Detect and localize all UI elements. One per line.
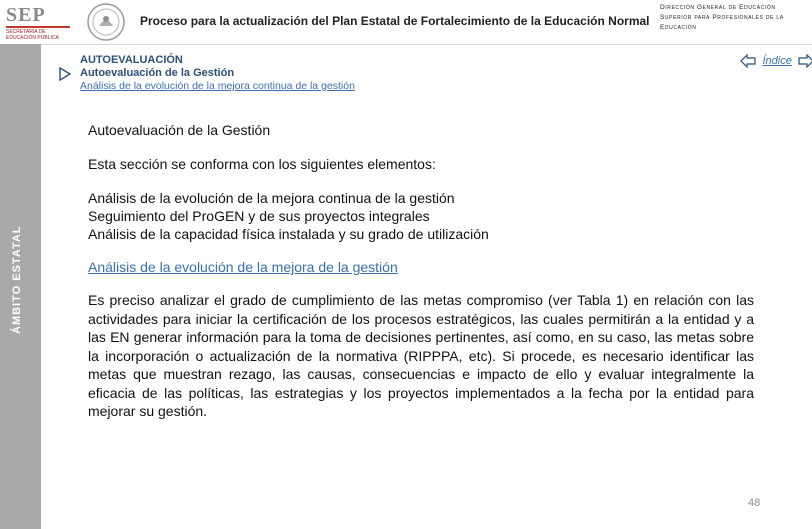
page-number: 48 <box>748 497 761 509</box>
dependency-name: Dirección General de Educación Superior para Profesionales de la Educación <box>660 4 784 31</box>
sidebar-label: ÁMBITO ESTATAL <box>11 225 23 334</box>
intro-text: Esta sección se conforma con los siguientes elementos: <box>88 156 436 172</box>
arrow-left-icon[interactable] <box>740 54 756 68</box>
page-header <box>0 0 812 45</box>
arrow-right-icon[interactable] <box>798 54 812 68</box>
sep-logo <box>4 2 82 42</box>
sep-logo-text: SEP <box>6 4 46 26</box>
play-icon <box>58 67 72 81</box>
sidebar <box>0 44 41 529</box>
body-paragraph: Es preciso analizar el grado de cumplimiento de las metas compromiso (ver Tabla 1) en relación con las actividades para iniciar la certificación de los procesos estratégicos, las cuales permitirán a la entidad y a las EN generar información para la toma de decisiones pertinentes, así como, en su caso, las metas sobre la incorporación o actualización de la normativa (RIPPPA, etc). Si procede, es necesario identificar las metas que muestran rezago, las causas, consecuencias e impacto de ello y evaluar integralmente la eficacia de las políticas, las estrategias y los proyectos implementados a la fecha por la entidad para mejorar su gestión. <box>88 292 754 419</box>
logo-divider <box>6 26 70 28</box>
index-link[interactable]: Índice <box>762 54 792 67</box>
section-title: Autoevaluación de la Gestión <box>88 122 271 138</box>
subsection-link[interactable]: Análisis de la evolución de la mejora de la gestión <box>88 259 398 275</box>
breadcrumb-level1: AUTOEVALUACIÓN <box>80 54 183 66</box>
list-item: Seguimiento del ProGEN y de sus proyectos integrales <box>88 208 430 224</box>
list-item: Análisis de la evolución de la mejora continua de la gestión <box>88 190 455 206</box>
sep-logo-subtitle: SECRETARÍA DE EDUCACIÓN PÚBLICA <box>6 29 59 41</box>
index-navigation <box>740 52 812 68</box>
breadcrumb <box>80 54 355 93</box>
document-title: Proceso para la actualización del Plan Estatal de Fortalecimiento de la Educación Normal <box>140 14 650 28</box>
national-seal-icon <box>86 2 126 42</box>
breadcrumb-level3-link[interactable]: Análisis de la evolución de la mejora continua de la gestión <box>80 80 355 92</box>
list-item: Análisis de la capacidad física instalada y su grado de utilización <box>88 226 489 242</box>
breadcrumb-level2: Autoevaluación de la Gestión <box>80 67 235 79</box>
main-content <box>88 122 754 421</box>
elements-list <box>88 189 754 243</box>
